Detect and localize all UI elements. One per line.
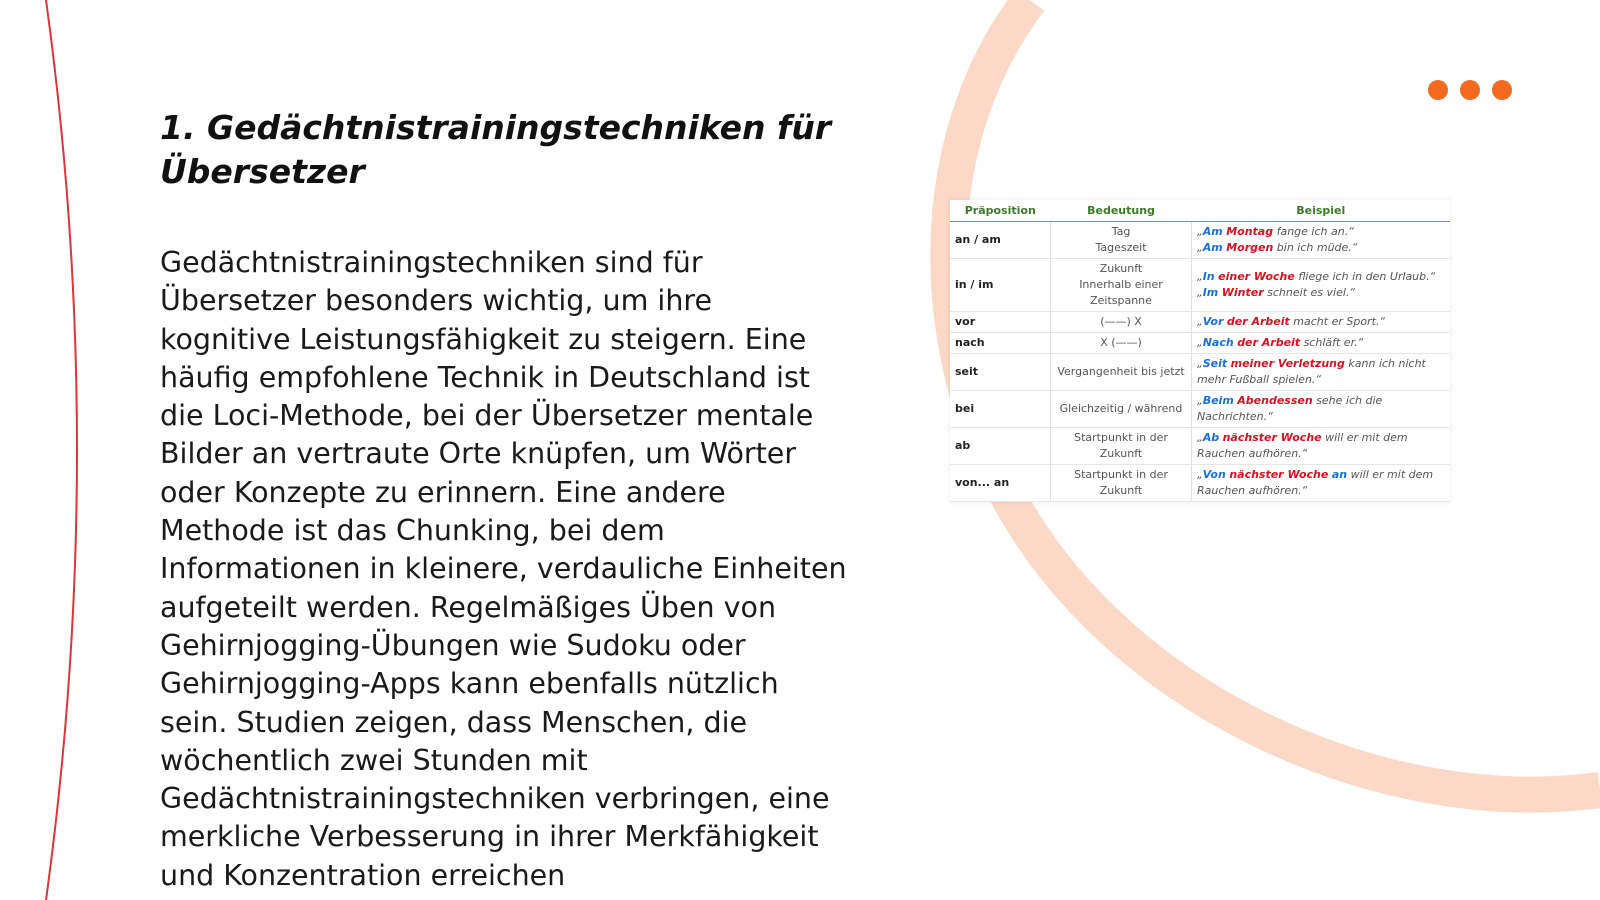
example-segment: „ — [1197, 286, 1203, 299]
example-segment: an — [1331, 468, 1348, 481]
example-segment: Im — [1202, 286, 1219, 299]
table-row — [950, 333, 1450, 354]
table-row — [950, 354, 1450, 391]
preposition-cell: nach — [950, 333, 1051, 354]
table-row — [950, 312, 1450, 333]
decorative-red-line — [46, 0, 77, 900]
example-segment: „ — [1197, 270, 1203, 283]
example-segment: schneit es viel.“ — [1263, 286, 1356, 299]
meaning-line: Zukunft — [1099, 447, 1143, 460]
meaning-cell — [1051, 259, 1192, 312]
example-segment: „ — [1197, 225, 1203, 238]
example-sentence — [1197, 224, 1445, 240]
example-cell — [1192, 391, 1451, 428]
example-segment: Seit — [1202, 357, 1228, 370]
header-preposition: Präposition — [950, 200, 1051, 222]
dot-icon — [1428, 80, 1448, 100]
example-segment: Vor — [1202, 315, 1224, 328]
meaning-line: Zeitspanne — [1090, 294, 1152, 307]
example-segment: Am — [1202, 225, 1223, 238]
table-row — [950, 391, 1450, 428]
example-cell — [1192, 354, 1451, 391]
preposition-table — [950, 200, 1450, 502]
meaning-line: Zukunft — [1099, 262, 1143, 275]
example-sentence — [1197, 335, 1445, 351]
preposition-cell: bei — [950, 391, 1051, 428]
example-segment: Beim — [1202, 394, 1234, 407]
example-segment: In — [1202, 270, 1215, 283]
slide-body-text: Gedächtnistrainingstechniken sind für Übersetzer besonders wichtig, um ihre kognitive Leistungsfähigkeit zu steigern. Eine häufig empfohlene Technik in Deutschland ist die Loci-Methode, bei der Übersetzer mentale Bilder an vertraute Orte knüpfen, um Wörter oder Konzepte zu erinnern. Eine andere Methode ist das Chunking, bei dem Informationen in kleinere, verdauliche Einheiten aufgeteilt werden. Regelmäßiges Üben von Gehirnjogging-Übungen wie Sudoku oder Gehirnjogging-Apps kann ebenfalls nützlich sein. Studien zeigen, dass Menschen, die wöchentlich zwei Stunden mit Gedächtnistrainingstechniken verbringen, eine merkliche Verbesserung in ihrer Merkfähigkeit und Konzentration erreichen — [160, 246, 847, 892]
header-example: Beispiel — [1192, 200, 1451, 222]
meaning-cell — [1051, 222, 1192, 259]
example-sentence — [1197, 393, 1445, 425]
example-segment: „ — [1197, 394, 1203, 407]
table-header-row — [950, 200, 1450, 222]
preposition-cell: von... an — [950, 465, 1051, 502]
example-segment: „ — [1197, 336, 1203, 349]
preposition-cell: vor — [950, 312, 1051, 333]
example-segment: „ — [1197, 241, 1203, 254]
example-segment: nächster Woche — [1222, 431, 1322, 444]
meaning-cell — [1051, 312, 1192, 333]
example-sentence — [1197, 430, 1445, 462]
example-segment: der Arbeit — [1237, 336, 1301, 349]
table-row — [950, 465, 1450, 502]
example-segment: „ — [1197, 431, 1203, 444]
header-meaning: Bedeutung — [1051, 200, 1192, 222]
example-segment: sehe ich die Nachrichten.“ — [1197, 394, 1383, 423]
example-sentence — [1197, 269, 1445, 285]
example-segment: kann ich nicht mehr Fußball spielen.“ — [1197, 357, 1426, 386]
example-segment: Von — [1202, 468, 1226, 481]
example-segment: meiner Verletzung — [1230, 357, 1345, 370]
example-segment: „ — [1197, 315, 1203, 328]
example-segment: Montag — [1226, 225, 1274, 238]
example-segment: einer Woche — [1218, 270, 1295, 283]
slide-title: 1. Gedächtnistrainingstechniken für Übersetzer — [160, 108, 832, 191]
example-segment: macht er Sport.“ — [1289, 315, 1386, 328]
preposition-cell: ab — [950, 428, 1051, 465]
dot-icon — [1492, 80, 1512, 100]
meaning-cell — [1051, 333, 1192, 354]
example-sentence — [1197, 314, 1445, 330]
preposition-cell: in / im — [950, 259, 1051, 312]
meaning-cell — [1051, 465, 1192, 502]
meaning-line: Vergangenheit bis jetzt — [1057, 365, 1185, 378]
meaning-cell — [1051, 428, 1192, 465]
example-sentence — [1197, 356, 1445, 388]
meaning-line: Zukunft — [1099, 484, 1143, 497]
meaning-line: Startpunkt in der — [1074, 431, 1168, 444]
example-segment: Abendessen — [1237, 394, 1313, 407]
meaning-line: X (——) — [1100, 336, 1142, 349]
meaning-line: (——) X — [1100, 315, 1142, 328]
example-cell — [1192, 312, 1451, 333]
example-segment: Winter — [1221, 286, 1264, 299]
example-cell — [1192, 465, 1451, 502]
example-segment: nächster Woche — [1229, 468, 1329, 481]
example-cell — [1192, 428, 1451, 465]
example-segment: schläft er.“ — [1300, 336, 1364, 349]
example-segment: will er mit dem Rauchen aufhören.“ — [1197, 468, 1434, 497]
meaning-cell — [1051, 391, 1192, 428]
dot-icon — [1460, 80, 1480, 100]
example-segment: Morgen — [1226, 241, 1274, 254]
preposition-cell: an / am — [950, 222, 1051, 259]
example-segment: „ — [1197, 468, 1203, 481]
table-row — [950, 259, 1450, 312]
meaning-line: Startpunkt in der — [1074, 468, 1168, 481]
meaning-line: Tag — [1111, 225, 1131, 238]
meaning-cell — [1051, 354, 1192, 391]
example-segment: Nach — [1202, 336, 1234, 349]
example-segment: der Arbeit — [1226, 315, 1290, 328]
example-cell — [1192, 333, 1451, 354]
meaning-line: Innerhalb einer — [1079, 278, 1163, 291]
decorative-dots — [1428, 80, 1512, 100]
example-segment: „ — [1197, 357, 1203, 370]
table-row — [950, 428, 1450, 465]
example-segment: fliege ich in den Urlaub.“ — [1294, 270, 1436, 283]
example-sentence — [1197, 285, 1445, 301]
example-segment: Am — [1202, 241, 1223, 254]
table-row — [950, 222, 1450, 259]
example-sentence — [1197, 240, 1445, 256]
example-cell — [1192, 222, 1451, 259]
example-segment: fange ich an.“ — [1273, 225, 1354, 238]
meaning-line: Gleichzeitig / während — [1059, 402, 1183, 415]
table-body — [950, 222, 1450, 502]
example-cell — [1192, 259, 1451, 312]
example-segment: Ab — [1202, 431, 1220, 444]
preposition-cell: seit — [950, 354, 1051, 391]
preposition-table-image — [950, 200, 1450, 502]
meaning-line: Tageszeit — [1095, 241, 1147, 254]
example-sentence — [1197, 467, 1445, 499]
example-segment: bin ich müde.“ — [1273, 241, 1358, 254]
example-segment: will er mit dem Rauchen aufhören.“ — [1197, 431, 1408, 460]
